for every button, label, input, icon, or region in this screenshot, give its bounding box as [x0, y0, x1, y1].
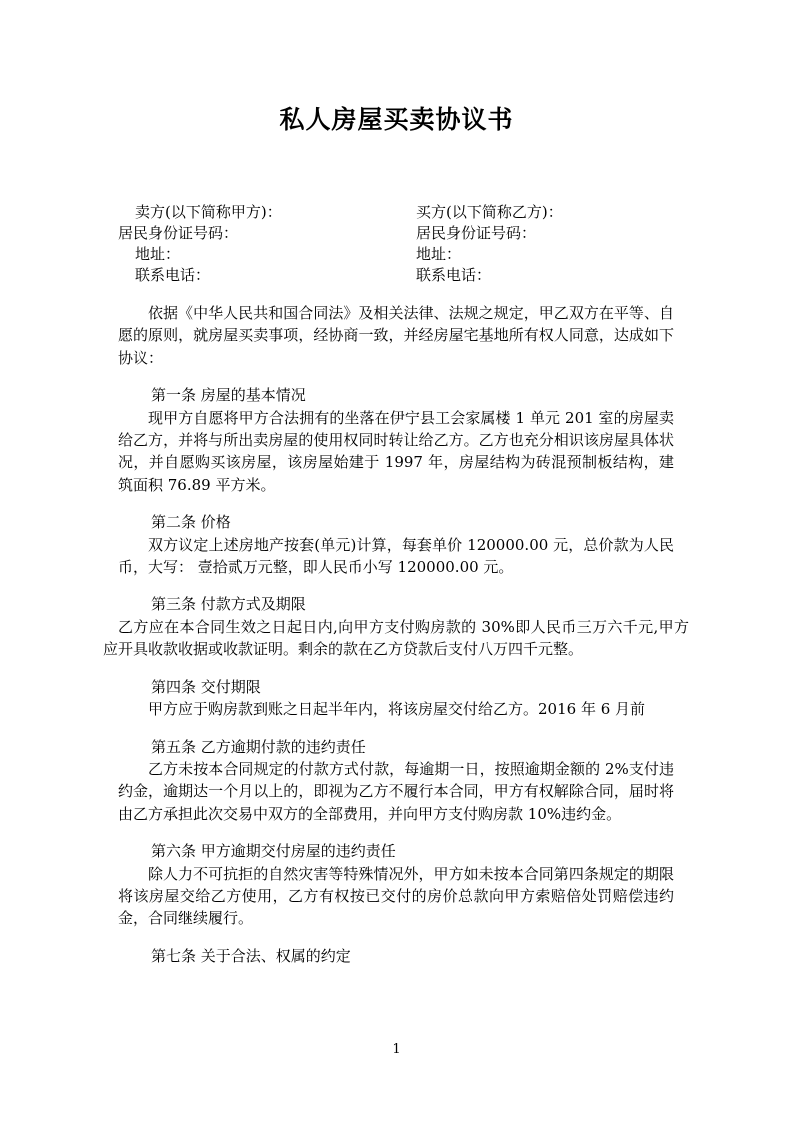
- article-2-heading: 第二条 价格: [151, 513, 231, 532]
- seller-label: 卖方(以下简称甲方)：: [135, 203, 282, 221]
- seller-id-label: 居民身份证号码：: [118, 224, 239, 242]
- article-4-heading: 第四条 交付期限: [151, 677, 261, 696]
- article-7-heading: 第七条 关于合法、权属的约定: [151, 946, 351, 965]
- article-6-text: 除人力不可抗拒的自然灾害等特殊情况外，甲方如未按本合同第四条规定的期限将该房屋交给乙方使用，乙方有权按已交付的房价总款向甲方索赔倍处罚赔偿违约金，合同继续履行。: [118, 864, 674, 928]
- buyer-label: 买方(以下简称乙方)：: [416, 203, 563, 221]
- article-1-heading: 第一条 房屋的基本情况: [151, 386, 306, 405]
- article-5-text: 乙方未按本合同规定的付款方式付款，每逾期一日，按照逾期金额的 2%支付违约金，逾期达一个月以上的，即视为乙方不履行本合同，甲方有权解除合同，届时将由乙方承担此次交易中双方的全部费用，并向甲方支付购房款 10%违约金。: [118, 759, 674, 823]
- article-2-text: 双方议定上述房地产按套(单元)计算，每套单价 120000.00 元，总价款为人民币，大写： 壹拾贰万元整，即人民币小写 120000.00 元。: [118, 535, 674, 577]
- article-3-text: 乙方应在本合同生效之日起日内,向甲方支付购房款的 30%即人民币三万六千元,甲方应开具收款收据或收款证明。剩余的款在乙方贷款后支付八万四千元整。: [103, 617, 689, 659]
- article-6-heading: 第六条 甲方逾期交付房屋的违约责任: [151, 842, 396, 861]
- page-number: 1: [392, 1042, 401, 1057]
- buyer-address-label: 地址：: [416, 245, 462, 263]
- article-3-heading: 第三条 付款方式及期限: [151, 595, 306, 614]
- parties-block: [118, 202, 678, 286]
- buyer-id-label: 居民身份证号码：: [416, 224, 537, 242]
- article-1-text: 现甲方自愿将甲方合法拥有的坐落在伊宁县工会家属楼 1 单元 201 室的房屋卖给乙方，并将与所出卖房屋的使用权同时转让给乙方。乙方也充分相识该房屋具体状况，并自愿购买该房屋，该房屋始建于 1997 年，房屋结构为砖混预制板结构，建筑面积 76.89 平方米。: [118, 408, 674, 494]
- document-title: 私人房屋买卖协议书: [279, 105, 514, 134]
- article-5-heading: 第五条 乙方逾期付款的违约责任: [151, 737, 366, 756]
- parties-row-address: [118, 244, 678, 265]
- agreement-body: [103, 302, 689, 967]
- article-4-text: 甲方应于购房款到账之日起半年内，将该房屋交付给乙方。2016 年 6 月前: [148, 700, 646, 719]
- parties-row-phone: [118, 265, 678, 286]
- parties-row-id: [118, 223, 678, 244]
- seller-address-label: 地址：: [135, 245, 181, 263]
- seller-phone-label: 联系电话：: [135, 266, 211, 284]
- parties-row-name: [118, 202, 678, 223]
- preamble-paragraph: 依据《中华人民共和国合同法》及相关法律、法规之规定，甲乙双方在平等、自愿的原则，就房屋买卖事项，经协商一致，并经房屋宅基地所有权人同意，达成如下协议：: [118, 304, 674, 367]
- buyer-phone-label: 联系电话：: [416, 266, 492, 284]
